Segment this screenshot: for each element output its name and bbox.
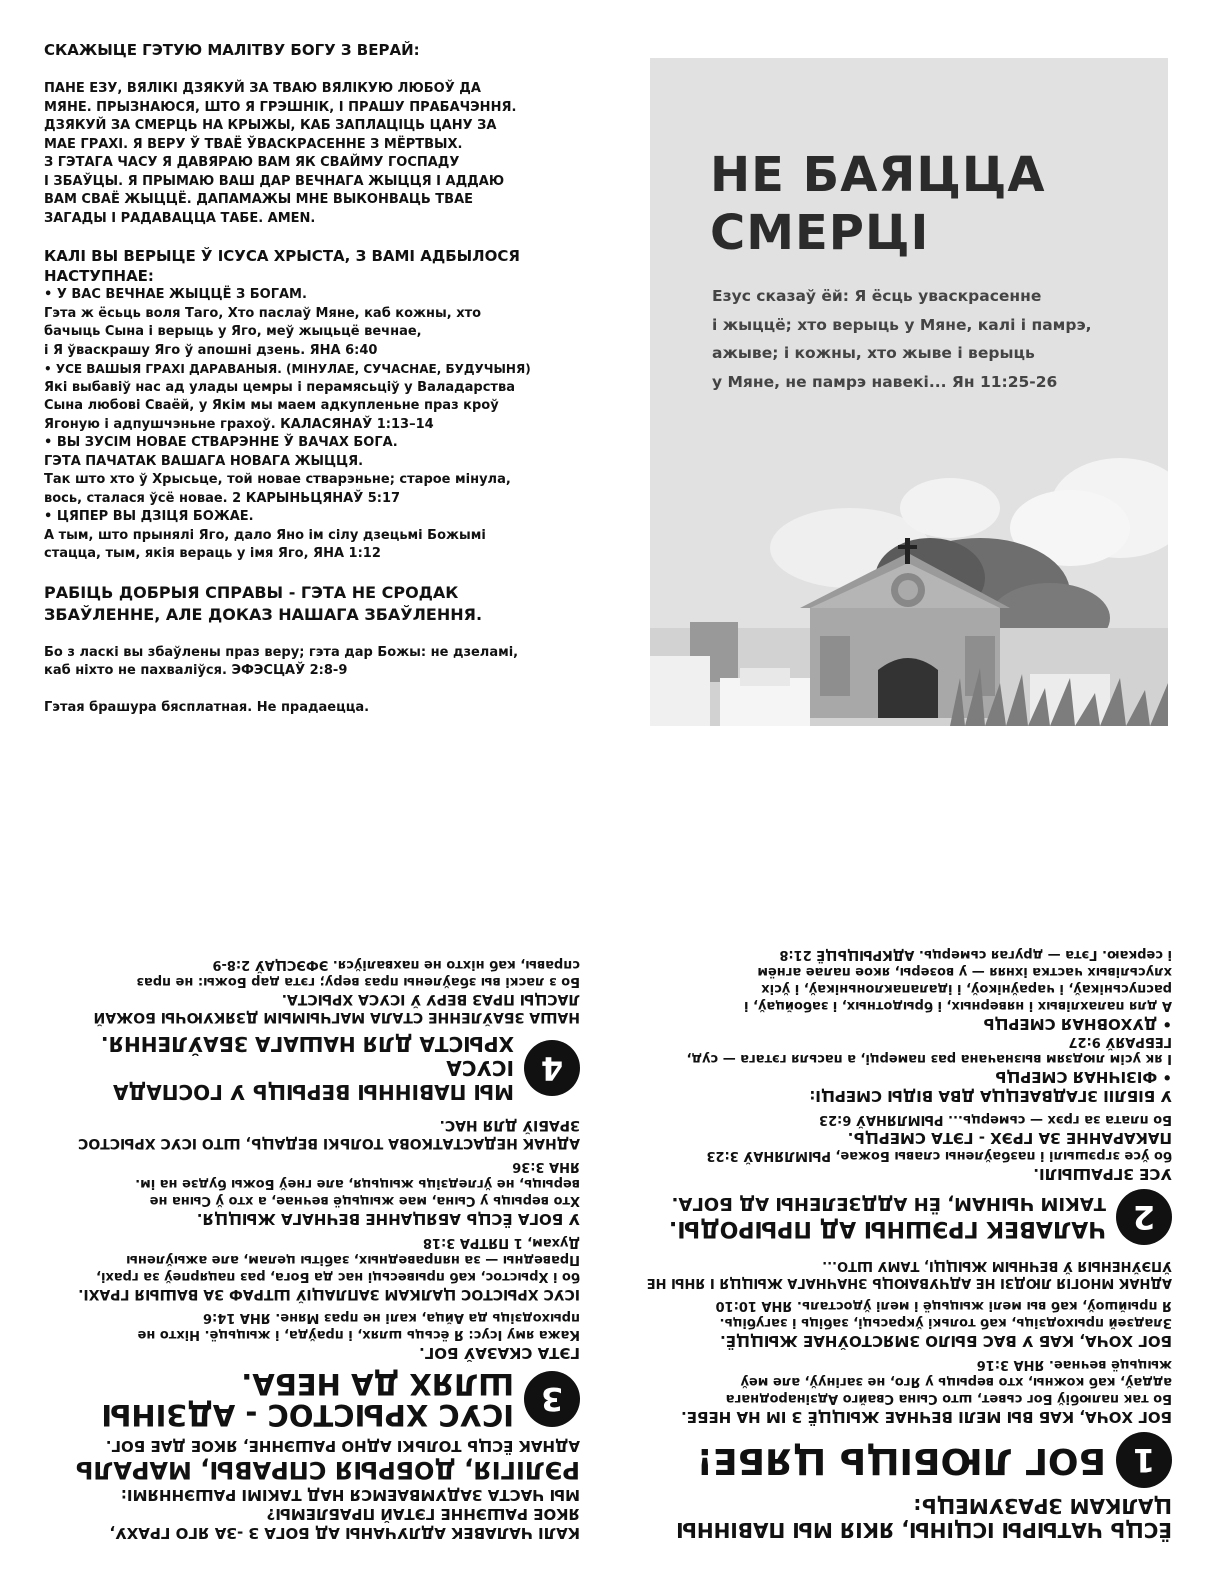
- panel-truths-3-4: [40, 812, 580, 1542]
- body-line: ГЕБРАЯЎ 9:27: [1068, 1034, 1172, 1049]
- believe-line: вось, сталася ўсё новае. 2 КАРЫНЬЦЯНАЎ 5:17: [44, 490, 401, 506]
- body-line: Кажа яму Ісус: Я ёсьць шлях, і праўда, і жыцьцё. Ніхто не: [137, 1327, 580, 1342]
- body-line: ЎПЭЎНЕНЫЯ Ў ВЕЧНЫМ ЖЫЦЦІ, ТАМУ ШТО...: [822, 1258, 1172, 1273]
- section-title: ШЛЯХ ДА НЕБА.: [241, 1367, 514, 1401]
- cover-title: [710, 146, 1046, 262]
- section-1-heading: [612, 1432, 1172, 1488]
- believe-line: Так што хто ў Хрысьце, той новае стварэньне; старое мінула,: [44, 472, 511, 487]
- body-line: Духам, 1 ПЯТРА 3:18: [422, 1235, 580, 1250]
- believe-line: • ВЫ ЗУСІМ НОВАЕ СТВАРЭННЕ Ў ВАЧАХ БОГА.: [44, 435, 398, 450]
- works-line: Бо з ласкі вы збаўлены праз веру; гэта дар Божы: не дзеламі,: [44, 644, 519, 660]
- section-title: БОГ ЛЮБІЦЬ ЦЯБЕ!: [696, 1440, 1106, 1481]
- intro-line: КАЛІ ЧАЛАВЕК АДЛУЧАНЫ АД БОГА З -ЗА ЯГО ГРАХУ,: [109, 1524, 580, 1542]
- section-title: ІСУС ХРЫСТОС - АДЗІНЫ: [101, 1398, 514, 1432]
- intro-line: ЦАЛКАМ ЗРАЗУМЕЦЬ:: [913, 1494, 1172, 1518]
- cover-quote-line: у Мяне, не памрэ навекі... Ян 11:25-26: [712, 372, 1058, 391]
- free-note: Гэтая брашура бясплатная. Не прадаецца.: [44, 699, 370, 715]
- section-title: МЫ ПАВІННЫ ВЕРЫЦЬ У ГОСПАДА ІСУСА: [112, 1056, 514, 1104]
- cover-title-line: НЕ БАЯЦЦА: [710, 147, 1046, 203]
- body-line: Бо так палюбіў Бог сьвет, што Сына Свайго Адзінароднага: [725, 1391, 1172, 1406]
- body-line: і серкаю. Гэта — другая сьмерць. АДКРЫЦЬЦЁ 21:8: [779, 947, 1172, 962]
- section-3-heading: [40, 1368, 580, 1430]
- intro-line: АДНАК ЁСЦЬ ТОЛЬКІ АДНО РАШЭННЕ, ЯКОЕ ДАЕ БОГ.: [105, 1437, 580, 1455]
- believe-line: • У ВАС ВЕЧНАЕ ЖЫЦЦЁ З БОГАМ.: [44, 287, 307, 302]
- believe-heading: КАЛІ ВЫ ВЕРЫЦЕ Ў ІСУСА ХРЫСТА, З ВАМІ АДБЫЛОСЯ: [44, 247, 520, 265]
- cover-quote-line: ажыве; і кожны, хто жыве і верыць: [712, 344, 1035, 362]
- section-title: ХРЫСТА ДЛЯ НАШАГА ЗБАЎЛЕННЯ.: [100, 1032, 514, 1056]
- body-line: жыцьцё вечнае. ЯНА 3:16: [976, 1357, 1172, 1372]
- body-line: бо і Хрыстос, каб прывесьці нас да Бога, раз пацярпеў за грахі,: [96, 1269, 580, 1284]
- body-line: А для палахлівых і няверных, і брыдотных, і забойцаў, і: [744, 998, 1172, 1013]
- cover-title-line: СМЕРЦІ: [710, 205, 930, 261]
- works-heading: РАБІЦЬ ДОБРЫЯ СПРАВЫ - ГЭТА НЕ СРОДАК: [44, 582, 459, 602]
- cover-quote-line: і жыццё; хто верыць у Мяне, калі і памрэ,: [712, 315, 1092, 334]
- works-line: каб ніхто не пахваліўся. ЭФЭСЦАЎ 2:8-9: [44, 663, 348, 678]
- section-title: ТАКІМ ЧЫНАМ, ЁН АДДЗЕЛЕНЫ АД БОГА.: [671, 1193, 1106, 1214]
- believe-line: Які выбавіў нас ад улады цемры і перамясьціў у Валадарства: [44, 379, 515, 395]
- body-line: У БІБЛІІ ЗГАДВАЕЦЦА ДВА ВІДЫ СМЕРЦІ:: [809, 1087, 1172, 1105]
- section-2-heading: [612, 1189, 1172, 1245]
- body-line: БОГ ХОЧА, КАБ У ВАС БЫЛО ЗМЯСТОЎНАЕ ЖЫЦЦЁ.: [720, 1332, 1172, 1350]
- prayer-column: [44, 40, 584, 717]
- body-line: справы, каб ніхто не пахваліўся. ЭФЭСЦАЎ 2:8-9: [212, 957, 580, 972]
- prayer-line: І ЗБАЎЦЫ. Я ПРЫМАЮ ВАШ ДАР ВЕЧНАГА ЖЫЦЦЯ І АДДАЮ: [44, 173, 505, 189]
- prayer-line: З ГЭТАГА ЧАСУ Я ДАВЯРАЮ ВАМ ЯК СВАЙМУ ГОСПАДУ: [44, 155, 460, 170]
- body-line: ЗРАБІЎ ДЛЯ НАС.: [439, 1117, 580, 1133]
- body-line: хлусьлівых частка іхняя — у возеры, якое палае агнём: [757, 964, 1172, 979]
- body-line: ГЭТА СКАЗАЎ БОГ.: [418, 1344, 580, 1362]
- body-line: распусьнікаў, і чараўнікоў, і ідалапаклоньнікаў, і ўсіх: [761, 981, 1172, 996]
- body-line: У БОГА ЁСЦЬ АБЯЦАННЕ ВЕЧНАГА ЖЫЦЦЯ.: [196, 1210, 580, 1228]
- body-line: Хто верыць у Сына, мае жыцьцё вечнае, а хто ў Сына не: [149, 1193, 580, 1208]
- believe-line: Ягоную і адпушчэньне грахоў. КАЛАСЯНАЎ 1:13–14: [44, 416, 434, 432]
- chapel-cemetery-image: [650, 378, 1168, 726]
- believe-line: Сына любові Сваёй, у Якім мы маем адкупленьне праз кроў: [44, 398, 499, 413]
- body-line: ЯНА 3:36: [512, 1159, 580, 1174]
- cover-quote-line: Езус сказаў ёй: Я ёсць уваскрасенне: [712, 287, 1042, 305]
- body-line: І як усім людзям вызначана раз памерці, а пасьля гэтага — суд,: [686, 1051, 1172, 1066]
- section-number: 2: [1116, 1189, 1172, 1245]
- body-line: прыходзіць да Айца, калі не праз Мяне. ЯНА 14:6: [202, 1310, 580, 1325]
- prayer-heading: СКАЖЫЦЕ ГЭТУЮ МАЛІТВУ БОГУ З ВЕРАЙ:: [44, 41, 420, 59]
- prayer-line: МЯНЕ. ПРЫЗНАЮСЯ, ШТО Я ГРЭШНІК, І ПРАШУ ПРАБАЧЭННЯ.: [44, 99, 517, 115]
- cover-panel: [650, 58, 1168, 726]
- section-4-heading: [40, 1032, 580, 1104]
- believe-line: ГЭТА ПАЧАТАК ВАШАГА НОВАГА ЖЫЦЦЯ.: [44, 453, 364, 469]
- believe-line: • УСЕ ВАШЫЯ ГРАХІ ДАРАВАНЫЯ. (МІНУЛАЕ, СУЧАСНАЕ, БУДУЧЫНЯ): [44, 362, 531, 376]
- section-number: 4: [524, 1040, 580, 1096]
- intro-line: МЫ ЧАСТА ЗАДУМВАЕМСЯ НАД ТАКІМІ РАШЭННЯМІ:: [120, 1486, 580, 1504]
- panel-truths-1-2: [612, 812, 1172, 1542]
- section-number: 1: [1116, 1432, 1172, 1488]
- body-line: Бо плата за грэх — сьмерць... РЫМЛЯНАЎ 6:23: [818, 1112, 1172, 1127]
- body-line: бо ўсе згрэшылі і пазбаўлены славы Божае, РЫМЛЯНАЎ 3:23: [706, 1148, 1172, 1163]
- believe-line: і Я ўваскрашу Яго ў апошні дзень. ЯНА 6:40: [44, 342, 378, 358]
- intro-big: РЭЛІГІЯ, ДОБРЫЯ СПРАВЫ, МАРАЛЬ: [75, 1456, 580, 1484]
- body-line: УСЕ ЗГРАШЫЛІ.: [1033, 1165, 1172, 1183]
- body-line: ІСУС ХРЫСТОС ЦАЛКАМ ЗАПЛАЦІЎ ШТРАФ ЗА ВАШЫЯ ГРАХІ.: [78, 1286, 580, 1302]
- prayer-line: ВАМ СВАЁ ЖЫЦЦЁ. ДАПАМАЖЫ МНЕ ВЫКОНВАЦЬ ТВАЕ: [44, 192, 474, 207]
- intro-line: ЁСЦЬ ЧАТЫРЫ ІСЦІНЫ, ЯКІЯ МЫ ПАВІННЫ: [676, 1518, 1172, 1542]
- works-heading: ЗБАЎЛЕННЕ, АЛЕ ДОКАЗ НАШАГА ЗБАЎЛЕННЯ.: [44, 604, 483, 624]
- body-line: • ДУХОВНАЯ СМЕРЦЬ: [983, 1015, 1172, 1033]
- prayer-line: ПАНЕ ЕЗУ, ВЯЛІКІ ДЗЯКУЙ ЗА ТВАЮ ВЯЛІКУЮ ЛЮБОЎ ДА: [44, 81, 481, 96]
- body-line: верыць, не ўгледзіць жыцьця, але гнеў Божы будзе на ім.: [135, 1176, 580, 1191]
- body-line: аддаў, каб кожны, хто верыць у Яго, не загінуў, але меў: [740, 1374, 1172, 1389]
- believe-heading: НАСТУПНАЕ:: [44, 267, 154, 285]
- body-line: БОГ ХОЧА, КАБ ВЫ МЕЛІ ВЕЧНАЕ ЖЫЦЦЁ З ІМ НА НЕБЕ.: [681, 1408, 1172, 1426]
- believe-line: бачыць Сына і верыць у Яго, меў жыцьцё вечнае,: [44, 324, 422, 339]
- believe-line: • ЦЯПЕР ВЫ ДЗІЦЯ БОЖАЕ.: [44, 509, 254, 524]
- prayer-line: ДЗЯКУЙ ЗА СМЕРЦЬ НА КРЫЖЫ, КАБ ЗАПЛАЦІЦЬ ЦАНУ ЗА: [44, 118, 497, 133]
- believe-line: А тым, што прынялі Яго, дало Яно ім сілу дзецьмі Божымі: [44, 527, 486, 543]
- believe-text: [44, 286, 584, 564]
- body-line: ЛАСЦЫ ПРАЗ ВЕРУ Ў ІСУСА ХРЫСТА.: [281, 991, 580, 1007]
- body-line: АДНАК НЕДАСТАТКОВА ТОЛЬКІ ВЕДАЦЬ, ШТО ІСУС ХРЫСТОС: [78, 1135, 580, 1151]
- believe-line: стацца, тым, якія вераць у імя Яго, ЯНА 1:12: [44, 546, 381, 561]
- prayer-line: МАЕ ГРАХІ. Я ВЕРУ Ў ТВАЁ ЎВАСКРАСЕННЕ З МЁРТВЫХ.: [44, 136, 463, 152]
- prayer-text: [44, 80, 584, 228]
- body-line: Праведны — за няправедных, забіты целам, але ажыўлены: [126, 1252, 580, 1267]
- believe-line: Гэта ж ёсьць воля Таго, Хто паслаў Мяне, каб кожны, хто: [44, 305, 482, 321]
- prayer-line: ЗАГАДЫ І РАДАВАЦЦА ТАБЕ. AMEN.: [44, 210, 316, 226]
- section-number: 3: [524, 1371, 580, 1427]
- body-line: АДНАК МНОГІЯ ЛЮДЗІ НЕ АДЧУВАЮЦЬ ЗНАЧНАГА ЖЫЦЦЯ І ЯНЫ НЕ: [646, 1275, 1172, 1290]
- intro-line: ЯКОЕ РАШЭННЕ ГЭТАЙ ПРАБЛЕМЫ?: [266, 1505, 580, 1523]
- body-line: НАША ЗБАЎЛЕННЕ СТАЛА МАГЧЫМЫМ ДЗЯКУЮЧЫ БОЖАЙ: [93, 1009, 580, 1025]
- body-line: Зладзей прыходзіць, каб толькі ўкрасьці, забіць і загубіць.: [719, 1315, 1172, 1330]
- section-title: ЧАЛАВЕК ГРЭШНЫ АД ПРЫРОДЫ.: [668, 1216, 1106, 1241]
- body-line: • ФІЗІЧНАЯ СМЕРЦЬ: [994, 1068, 1172, 1086]
- body-line: Я прыйшоў, каб вы мелі жыцьцё і мелі ўдосталь. ЯНА 10:10: [715, 1298, 1172, 1313]
- body-line: Бо з ласкі вы збаўлены праз веру; гэта дар Божы: не праз: [136, 974, 580, 989]
- body-line: ПАКАРАННЕ ЗА ГРЭХ - ГЭТА СМЕРЦЬ.: [847, 1129, 1172, 1147]
